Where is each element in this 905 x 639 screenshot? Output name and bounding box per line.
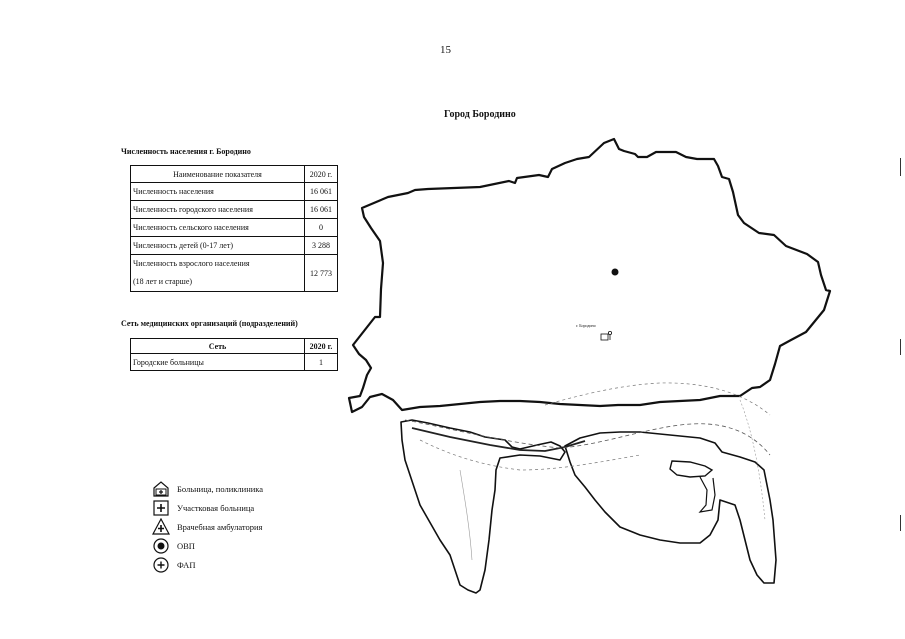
- southern-territory-left: [401, 420, 565, 593]
- general-practice-marker: [612, 269, 619, 276]
- header-year: 2020 г.: [305, 166, 338, 183]
- map-title: Город Бородино: [444, 109, 516, 120]
- page-edge-mark: [900, 339, 901, 355]
- hospital-polyclinic-icon: [152, 480, 170, 498]
- paramedic-station-icon: [152, 556, 170, 574]
- row-label: Численность сельского населения: [131, 219, 305, 237]
- row-label-line1: Численность взрослого населения: [133, 259, 250, 268]
- town-label: г. Бородино: [576, 323, 596, 328]
- population-table-title: Численность населения г. Бородино: [121, 147, 251, 156]
- road-dashed: [545, 383, 770, 415]
- row-label: Городские больницы: [131, 354, 305, 371]
- row-label: Численность детей (0-17 лет): [131, 237, 305, 255]
- outpatient-clinic-icon: [152, 518, 170, 536]
- legend-label: Участковая больница: [177, 502, 255, 513]
- page-edge-mark: [900, 515, 901, 531]
- legend-label: ФАП: [177, 559, 196, 570]
- legend-item: [152, 555, 263, 574]
- road-dashed: [405, 420, 770, 455]
- row-value: 0: [305, 219, 338, 237]
- header-network: Сеть: [131, 339, 305, 354]
- city-boundary: [349, 139, 830, 412]
- legend-item: [152, 479, 263, 498]
- hospital-marker: [601, 331, 612, 340]
- road-thin: [460, 470, 472, 560]
- legend-label: Врачебная амбулатория: [177, 521, 263, 532]
- network-table-title: Сеть медицинских организаций (подразделений): [121, 319, 298, 328]
- general-practice-icon: [152, 537, 170, 555]
- row-label: Численность населения: [131, 183, 305, 201]
- row-value: 1: [305, 354, 338, 371]
- map-legend: [152, 479, 263, 574]
- southern-territory-right: [565, 432, 776, 583]
- row-value: 16 061: [305, 183, 338, 201]
- legend-item: [152, 536, 263, 555]
- row-label-line2: (18 лет и старше): [133, 277, 193, 286]
- legend-item: [152, 498, 263, 517]
- page-number: 15: [440, 44, 451, 56]
- header-indicator: Наименование показателя: [131, 166, 305, 183]
- lake-arm: [700, 477, 715, 512]
- road-thin: [740, 400, 765, 520]
- legend-label: Больница, поликлиника: [177, 483, 264, 494]
- lake: [670, 461, 712, 477]
- legend-item: [152, 517, 263, 536]
- row-value: 12 773: [305, 255, 338, 292]
- row-label: Численность городского населения: [131, 201, 305, 219]
- row-value: 16 061: [305, 201, 338, 219]
- header-year: 2020 г.: [305, 339, 338, 354]
- page-edge-mark: [900, 158, 901, 176]
- row-value: 3 288: [305, 237, 338, 255]
- legend-label: ОВП: [177, 540, 195, 551]
- district-hospital-icon: [152, 499, 170, 517]
